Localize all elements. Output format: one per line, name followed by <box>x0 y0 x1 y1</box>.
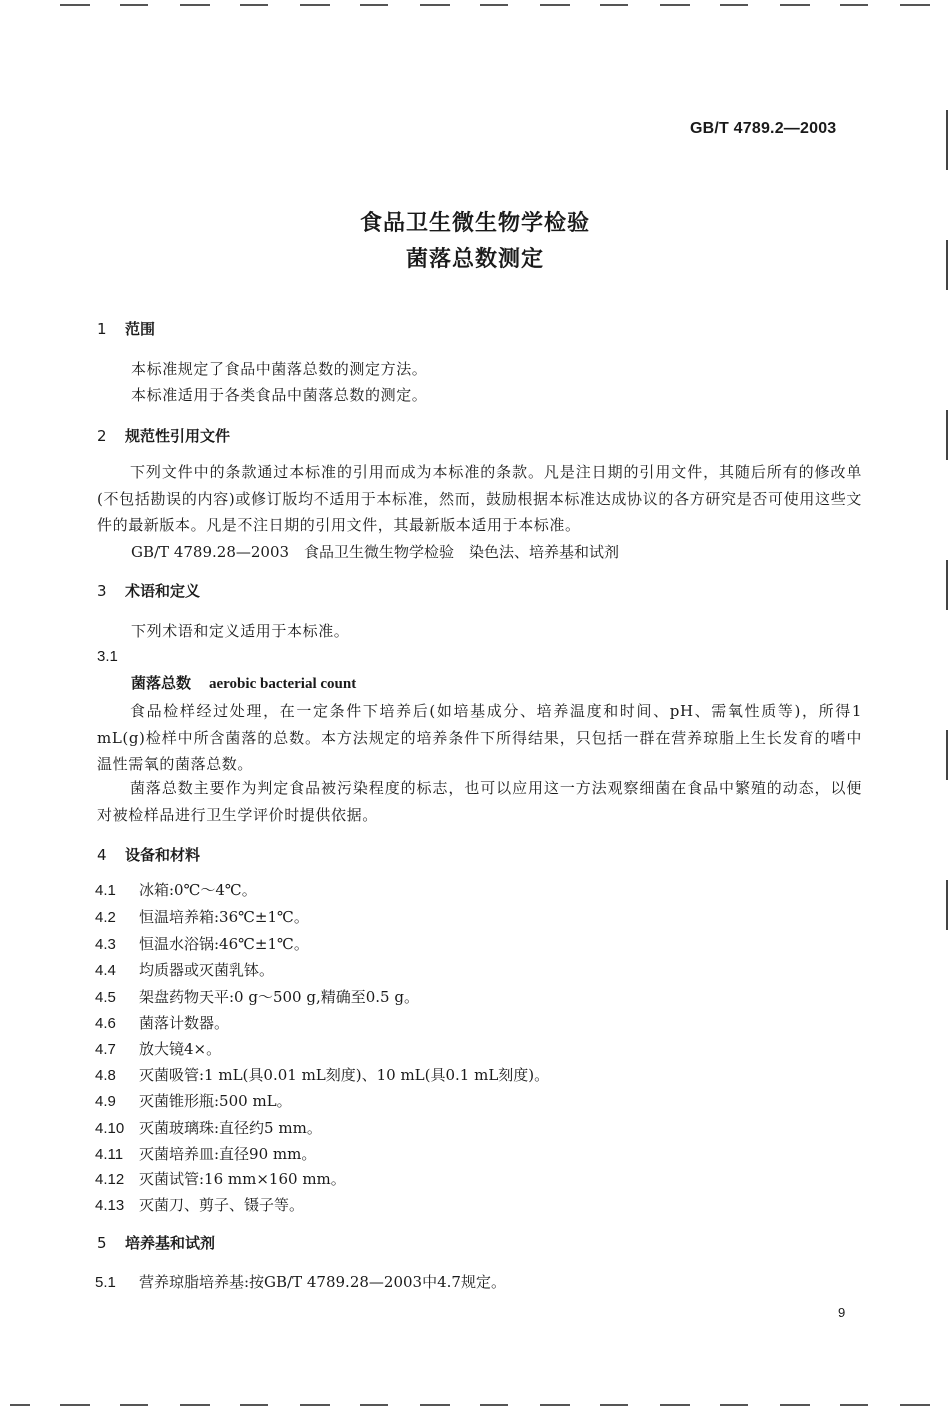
page-number: 9 <box>838 1305 846 1320</box>
item-text: 恒温培养箱:36℃±1℃。 <box>139 908 309 926</box>
right-edge-artifact <box>946 880 948 930</box>
section-number: 3 <box>97 582 107 600</box>
item-number: 4.9 <box>95 1093 116 1110</box>
item-text: 灭菌吸管:1 mL(具0.01 mL刻度)、10 mL(具0.1 mL刻度)。 <box>139 1066 550 1084</box>
section-title: 设备和材料 <box>125 846 201 864</box>
section-number: 4 <box>97 846 107 864</box>
term-english: aerobic bacterial count <box>209 676 357 692</box>
list-item <box>95 879 257 900</box>
list-item <box>95 1064 549 1085</box>
subclause-number: 3.1 <box>97 648 118 665</box>
section-title: 范围 <box>125 320 156 338</box>
item-number: 4.2 <box>95 909 116 926</box>
right-edge-artifact <box>946 730 948 780</box>
item-text: 灭菌玻璃珠:直径约5 mm。 <box>139 1119 322 1137</box>
item-number: 4.3 <box>95 936 116 953</box>
item-text: 灭菌试管:16 mm×160 mm。 <box>139 1170 346 1188</box>
item-text: 架盘药物天平:0 g～500 g,精确至0.5 g。 <box>139 988 419 1006</box>
paragraph: 下列术语和定义适用于本标准。 <box>131 622 350 640</box>
right-edge-artifact <box>946 110 948 170</box>
section-heading-references <box>97 425 230 446</box>
list-item <box>95 1090 292 1111</box>
list-item <box>95 933 309 954</box>
item-text: 均质器或灭菌乳钵。 <box>139 961 275 979</box>
item-number: 4.6 <box>95 1015 116 1032</box>
item-text: 营养琼脂培养基:按GB/T 4789.28—2003中4.7规定。 <box>139 1273 506 1291</box>
document-subtitle: 菌落总数测定 <box>405 247 544 272</box>
item-number: 4.7 <box>95 1041 116 1058</box>
section-title: 规范性引用文件 <box>125 427 231 445</box>
item-number: 4.5 <box>95 989 116 1006</box>
paragraph: 菌落总数主要作为判定食品被污染程度的标志，也可以应用这一方法观察细菌在食品中繁殖的动态，以便对被检样品进行卫生学评价时提供依据。 <box>97 779 862 824</box>
section-heading-equipment <box>97 844 200 865</box>
item-number: 4.10 <box>95 1120 125 1137</box>
item-text: 灭菌刀、剪子、镊子等。 <box>139 1196 305 1214</box>
item-number: 4.12 <box>95 1171 125 1188</box>
section-number: 2 <box>97 427 107 445</box>
list-item <box>95 1271 506 1292</box>
paragraph: 本标准适用于各类食品中菌落总数的测定。 <box>131 386 428 404</box>
item-number: 4.4 <box>95 962 116 979</box>
section-heading-terms <box>97 580 200 601</box>
list-item <box>95 1038 221 1059</box>
list-item <box>95 1012 229 1033</box>
list-item <box>95 1168 346 1189</box>
section-number: 1 <box>97 320 107 338</box>
standard-number: GB/T 4789.2—2003 <box>690 120 837 137</box>
section-heading-scope <box>97 318 155 339</box>
list-item <box>95 1143 316 1164</box>
normative-reference: GB/T 4789.28—2003 食品卫生微生物学检验 染色法、培养基和试剂 <box>131 543 620 561</box>
item-text: 灭菌锥形瓶:500 mL。 <box>139 1092 292 1110</box>
list-item <box>95 1194 304 1215</box>
item-text: 菌落计数器。 <box>139 1014 230 1032</box>
right-edge-artifact <box>946 410 948 460</box>
paragraph: 本标准规定了食品中菌落总数的测定方法。 <box>131 360 428 378</box>
section-title: 术语和定义 <box>125 582 201 600</box>
item-text: 冰箱:0℃～4℃。 <box>139 881 257 899</box>
term-entry <box>131 672 356 693</box>
item-number: 4.1 <box>95 882 116 899</box>
right-edge-artifact <box>946 560 948 610</box>
list-item <box>95 1117 322 1138</box>
paragraph: 食品检样经过处理，在一定条件下培养后(如培基成分、培养温度和时间、pH、需氧性质等)，所得1 mL(g)检样中所含菌落的总数。本方法规定的培养条件下所得结果，只包括一群在营养琼脂上生长发育的嗜中温性需氧的菌落总数。 <box>97 702 862 773</box>
item-number: 4.13 <box>95 1197 125 1214</box>
item-text: 灭菌培养皿:直径90 mm。 <box>139 1145 317 1163</box>
list-item <box>95 986 419 1007</box>
section-number: 5 <box>97 1234 107 1252</box>
term-chinese: 菌落总数 <box>131 674 192 692</box>
item-text: 放大镜4×。 <box>139 1040 222 1058</box>
item-number: 5.1 <box>95 1274 116 1291</box>
top-edge-artifact <box>0 4 950 7</box>
list-item <box>95 959 274 980</box>
document-title: 食品卫生微生物学检验 <box>359 211 590 236</box>
list-item <box>95 906 309 927</box>
section-heading-media <box>97 1232 215 1253</box>
item-number: 4.11 <box>95 1146 124 1163</box>
item-text: 恒温水浴锅:46℃±1℃。 <box>139 935 309 953</box>
section-title: 培养基和试剂 <box>125 1234 216 1252</box>
bottom-edge-artifact <box>0 1404 950 1407</box>
item-number: 4.8 <box>95 1067 116 1084</box>
paragraph: 下列文件中的条款通过本标准的引用而成为本标准的条款。凡是注日期的引用文件，其随后所有的修改单(不包括勘误的内容)或修订版均不适用于本标准，然而，鼓励根据本标准达成协议的各方研究是否可使用这些文件的最新版本。凡是不注日期的引用文件，其最新版本适用于本标准。 <box>97 463 862 534</box>
